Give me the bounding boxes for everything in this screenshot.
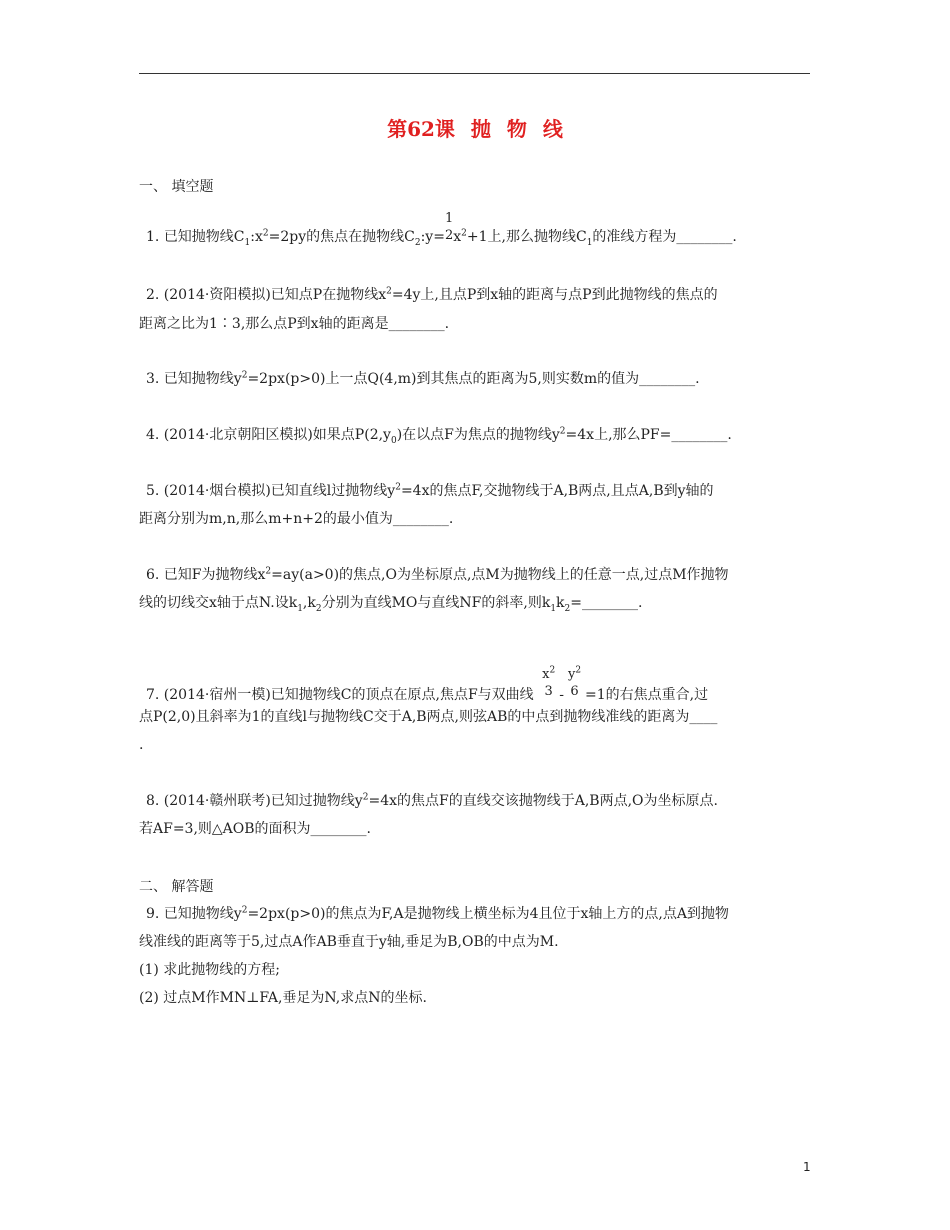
question-4: 4. (2014·北京朝阳区模拟)如果点$P(2,y_0)$在以点F为焦点的抛物线$y^2=4x$上,那么PF=________.: [146, 426, 732, 446]
question-2-line-1: 2. (2014·资阳模拟)已知点P在抛物线$x^2=4y$上,且点P到x轴的距离与点P到此抛物线的焦点的: [146, 286, 718, 303]
question-6-line-1: 6. 已知F为抛物线$x^2=ay(a>0)$的焦点,O为坐标原点,点M为抛物线上的任意一点,过点M作抛物: [146, 566, 729, 583]
question-9-part-2: (2) 过点M作MN⊥FA,垂足为N,求点N的坐标.: [139, 990, 427, 1006]
fraction-y2-over-6: $y^2$ 6: [567, 665, 582, 699]
question-9-line-1: 9. 已知抛物线$y^2=2px(p>0)$的焦点为F,A是抛物线上横坐标为4且位于x轴上方的点,点A到抛物: [146, 905, 729, 922]
page-number: 1: [803, 1160, 811, 1174]
header-rule: [139, 73, 810, 74]
question-8-line-2: 若AF=3,则△AOB的面积为________.: [139, 821, 372, 837]
title-lesson: 第62课: [387, 117, 455, 141]
question-5-line-2: 距离分别为m,n,那么m+n+2的最小值为________.: [139, 511, 454, 527]
question-7-line-2: 点P(2,0)且斜率为1的直线l与抛物线C交于A,B两点,则弦AB的中点到抛物线准线的距离为____: [139, 709, 718, 725]
title-char-1: 抛: [470, 117, 491, 141]
section-answer: 二、 解答题: [139, 879, 214, 895]
fraction-x2-over-3: $x^2$ 3: [542, 665, 556, 699]
question-3: 3. 已知抛物线$y^2=2px(p>0)$上一点Q(4,m)到其焦点的距离为5,则实数m的值为________.: [146, 370, 700, 387]
title-char-2: 物: [506, 117, 527, 141]
fraction-one-half: 1 2: [444, 211, 454, 243]
title-char-3: 线: [542, 117, 563, 141]
section-fill-blank: 一、 填空题: [139, 179, 214, 195]
question-1: 1. 已知抛物线$C_1:x^2=2py$的焦点在抛物线$C_2:y=$ 1 2 $x^2+1$上,那么抛物线$C_1$的准线方程为________.: [146, 211, 737, 248]
question-2-line-2: 距离之比为1∶3,那么点P到x轴的距离是________.: [139, 316, 450, 332]
question-5-line-1: 5. (2014·烟台模拟)已知直线l过抛物线$y^2=4x$的焦点F,交抛物线于A,B两点,且点A,B到y轴的: [146, 482, 714, 499]
question-6-line-2: 线的切线交x轴于点N.设$k_1,k_2$分别为直线MO与直线NF的斜率,则$k_1k_2=\_\_\_\_\_\_\_\_$.: [139, 595, 643, 614]
question-9-line-2: 线准线的距离等于5,过点A作AB垂直于y轴,垂足为B,OB的中点为M.: [139, 934, 559, 950]
question-9-part-1: (1) 求此抛物线的方程;: [139, 962, 280, 978]
question-8-line-1: 8. (2014·赣州联考)已知过抛物线$y^2=4x$的焦点F的直线交该抛物线于A,B两点,O为坐标原点.: [146, 792, 718, 809]
question-7-line-1: 7. (2014·宿州一模)已知抛物线C的顶点在原点,焦点F与双曲线 $x^2$ 3 - $y^2$ 6 =1的右焦点重合,过: [146, 665, 709, 703]
page-title: [0, 113, 950, 142]
question-7-line-3: .: [139, 737, 144, 753]
